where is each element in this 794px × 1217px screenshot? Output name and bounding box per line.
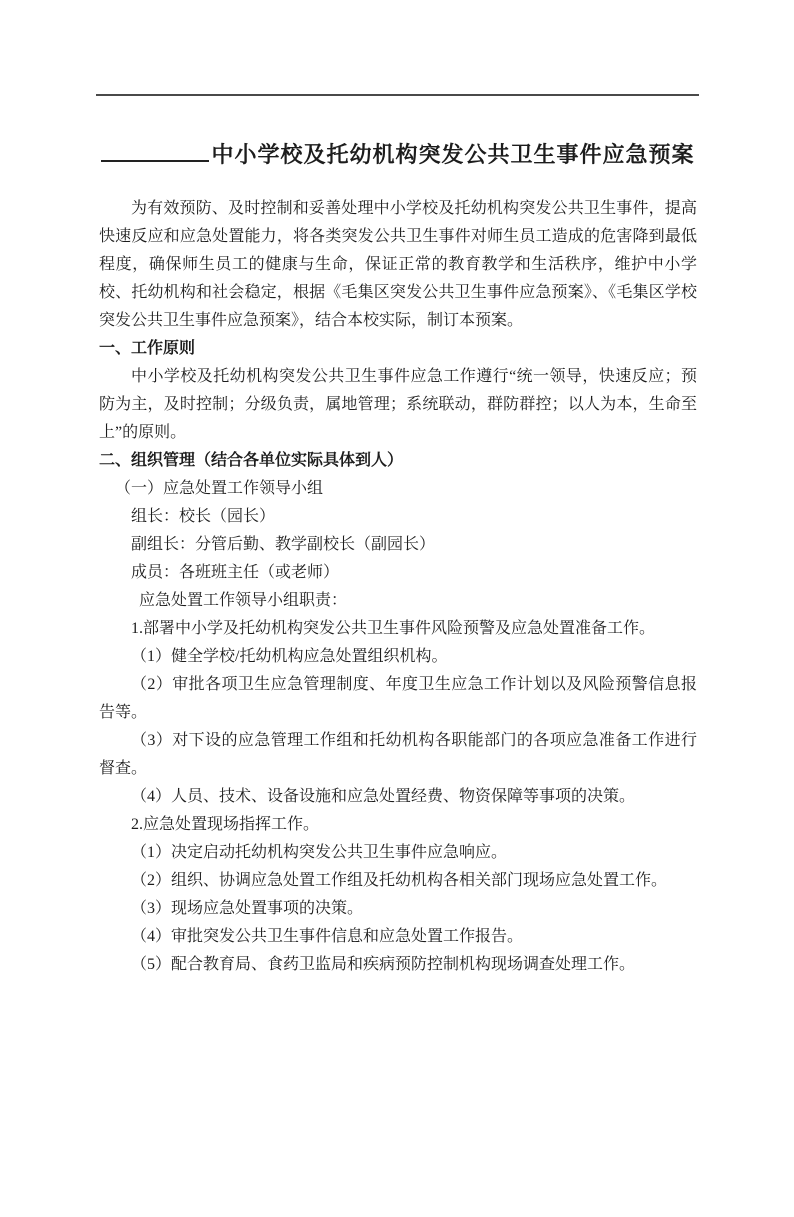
paragraph: 2.应急处置现场指挥工作。: [131, 816, 320, 833]
paragraph: 1.部署中小学及托幼机构突发公共卫生事件风险预警及应急处置准备工作。: [131, 620, 656, 637]
paragraph: （4）人员、技术、设备设施和应急处置经费、物资保障等事项的决策。: [131, 788, 636, 805]
title-text: 中小学校及托幼机构突发公共卫生事件应急预案: [211, 142, 695, 167]
header-rule: [96, 94, 699, 96]
section-heading: 一、工作原则: [99, 340, 196, 357]
paragraph: （2）审批各项卫生应急管理制度、年度卫生应急工作计划以及风险预警信息报告等。: [99, 676, 697, 721]
title-blank-line: [101, 140, 209, 162]
paragraph: 为有效预防、及时控制和妥善处理中小学校及托幼机构突发公共卫生事件，提高快速反应和应急处置能力，将各类突发公共卫生事件对师生员工造成的危害降到最低程度，确保师生员工的健康与生命，保证正常的教育教学和生活秩序，维护中小学校、托幼机构和社会稳定，根据《毛集区突发公共卫生事件应急预案》、《毛集区学校突发公共卫生事件应急预案》，结合本校实际，制订本预案。: [99, 200, 697, 329]
section-heading: 二、组织管理（结合各单位实际具体到人）: [99, 452, 404, 469]
paragraph: 组长：校长（园长）: [131, 508, 276, 525]
paragraph: 中小学校及托幼机构突发公共卫生事件应急工作遵行“统一领导，快速反应；预防为主，及时控制；分级负责，属地管理；系统联动，群防群控；以人为本，生命至上”的原则。: [99, 368, 697, 441]
document-body: [99, 195, 697, 979]
paragraph: （2）组织、协调应急处置工作组及托幼机构各相关部门现场应急处置工作。: [131, 872, 668, 889]
paragraph: （5）配合教育局、食药卫监局和疾病预防控制机构现场调查处理工作。: [131, 956, 636, 973]
document-page: [0, 94, 794, 1217]
paragraph: 副组长：分管后勤、教学副校长（副园长）: [131, 536, 436, 553]
paragraph: （3）现场应急处置事项的决策。: [131, 900, 364, 917]
document-title: [99, 138, 697, 171]
paragraph: （一）应急处置工作领导小组: [115, 480, 324, 497]
paragraph: （1）决定启动托幼机构突发公共卫生事件应急响应。: [131, 844, 508, 861]
paragraph: （4）审批突发公共卫生事件信息和应急处置工作报告。: [131, 928, 524, 945]
paragraph: 应急处置工作领导小组职责：: [139, 592, 348, 609]
paragraph: （3）对下设的应急管理工作组和托幼机构各职能部门的各项应急准备工作进行督查。: [99, 732, 697, 777]
paragraph: （1）健全学校/托幼机构应急处置组织机构。: [131, 648, 448, 665]
paragraph: 成员：各班班主任（或老师）: [131, 564, 340, 581]
